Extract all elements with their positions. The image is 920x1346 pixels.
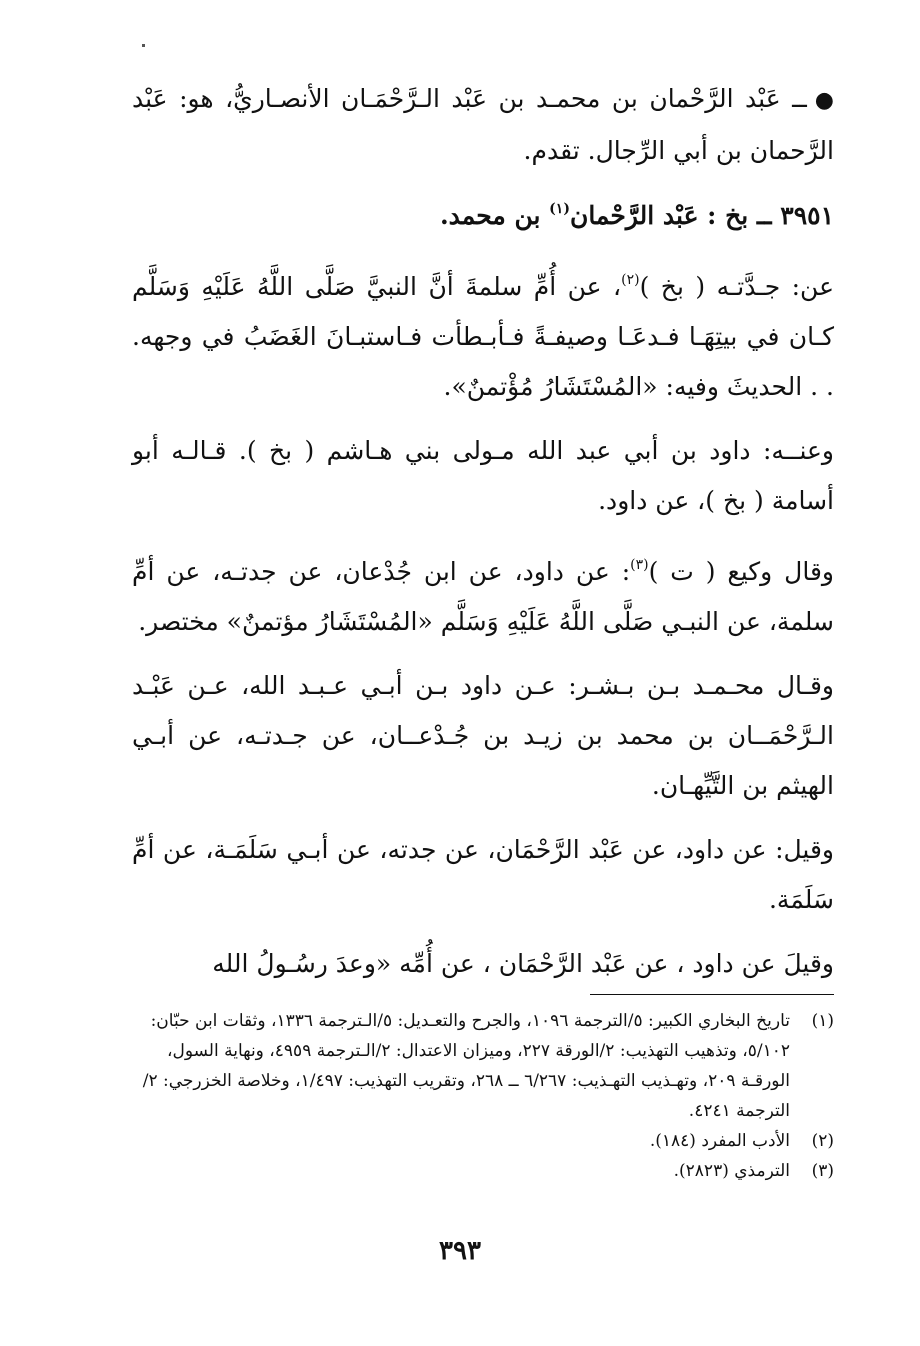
paragraph-ibn-bishr: وقـال محـمـد بـن بـشـر: عـن داود بـن أبـي عـبـد الله، عـن عَبْـد الـرَّحْمَــان بن محمد بن زيـد بن جُـدْعــان، عن جـدتـه، عن أبـي الهيثم بن التَّيِّهـان. <box>132 671 834 800</box>
entry-dash: ــ <box>780 84 807 113</box>
paragraph-narrators-to: وعنــه: داود بن أبي عبد الله مـولى بني هـاشم ( بخ ). قـالـه أبو أسامة ( بخ )، عن داود. <box>132 436 834 515</box>
entry-cross-reference: ●ــ عَبْد الرَّحْمان بن محمـد بن عَبْد الـرَّحْمَـان الأنصـاريُّ، هو: عَبْد الرَّحمان بن أبي الرِّجال. تقدم. <box>132 74 834 176</box>
scan-speck <box>142 44 145 47</box>
footnote-number: (٣) <box>811 1161 834 1181</box>
paragraph-qila-2: وقيلَ عن داود ، عن عَبْد الرَّحْمَان ، عن أُمِّه «وعدَ رسُـولُ الله <box>212 949 834 978</box>
footnote-text: تاريخ البخاري الكبير: ٥/الترجمة ١٠٩٦، والجرح والتعـديل: ٥/الـترجمة ١٣٣٦، وثقات ابن حبّان: ٥/١٠٢، وتذهيب التهذيب: ٢/الورقة ٢٢٧، وميزان الاعتدال: ٢/الـترجمة ٤٩٥٩، ونهاية السول، الورقـة ٢٠٩، وتهـذيب التهـذيب: ٦/٢٦٧ ــ ٢٦٨، وتقريب التهذيب: ١/٤٩٧، وخلاصة الخزرجي: ٢/الترجمة ٤٢٤١. <box>142 1011 790 1121</box>
footnote-ref-2[interactable]: (٢) <box>621 272 640 288</box>
main-text <box>132 74 834 1003</box>
footnote-text: الترمذي (٢٨٢٣). <box>673 1161 790 1181</box>
footnote-number: (٢) <box>811 1131 834 1151</box>
paragraph-qila-1: وقيل: عن داود، عن عَبْد الرَّحْمَان، عن جدته، عن أبـي سَلَمَـة، عن أمِّ سَلَمَة. <box>132 835 834 914</box>
page-number: ٣٩٣ <box>439 1236 481 1266</box>
footnote-3 <box>132 1156 834 1186</box>
footnotes <box>132 1006 834 1186</box>
footnote-separator <box>590 994 834 995</box>
footnote-text: الأدب المفرد (١٨٤). <box>649 1131 790 1151</box>
bullet-icon: ● <box>814 88 834 113</box>
footnote-2 <box>132 1126 834 1156</box>
footnote-ref-1[interactable]: (١) <box>549 201 570 217</box>
entry-heading: ٣٩٥١ ــ بخ : عَبْد الرَّحْمان$^{(١)}$ بن محمد. <box>439 201 834 230</box>
footnote-1 <box>132 1006 834 1126</box>
paragraph-wakee: وقال وكيع ( ت )$^{(٣)}$: عن داود، عن ابن جُدْعان، عن جدتـه، عن أمِّ سلمة، عن النبـي صَلَّى اللَّهُ عَلَيْهِ وَسَلَّم «المُسْتَشَارُ مؤتمنٌ» مختصر. <box>132 557 834 636</box>
paragraph-narrators-from: عن: جـدَّتـه ( بخ )$^{(٢)}$، عن أُمِّ سلمةَ أنَّ النبيَّ صَلَّى اللَّهُ عَلَيْهِ وَسَلَّم كـان في بيتِهَـا فـدعَـا وصيفـةً فـأبـطأت فـاستبـانَ الغَضَبُ في وجهه. . . الحديثَ وفيه: «المُسْتَشَارُ مُؤْتمنٌ». <box>132 272 834 401</box>
footnote-number: (١) <box>811 1011 834 1031</box>
footnote-ref-3[interactable]: (٣) <box>630 557 649 573</box>
